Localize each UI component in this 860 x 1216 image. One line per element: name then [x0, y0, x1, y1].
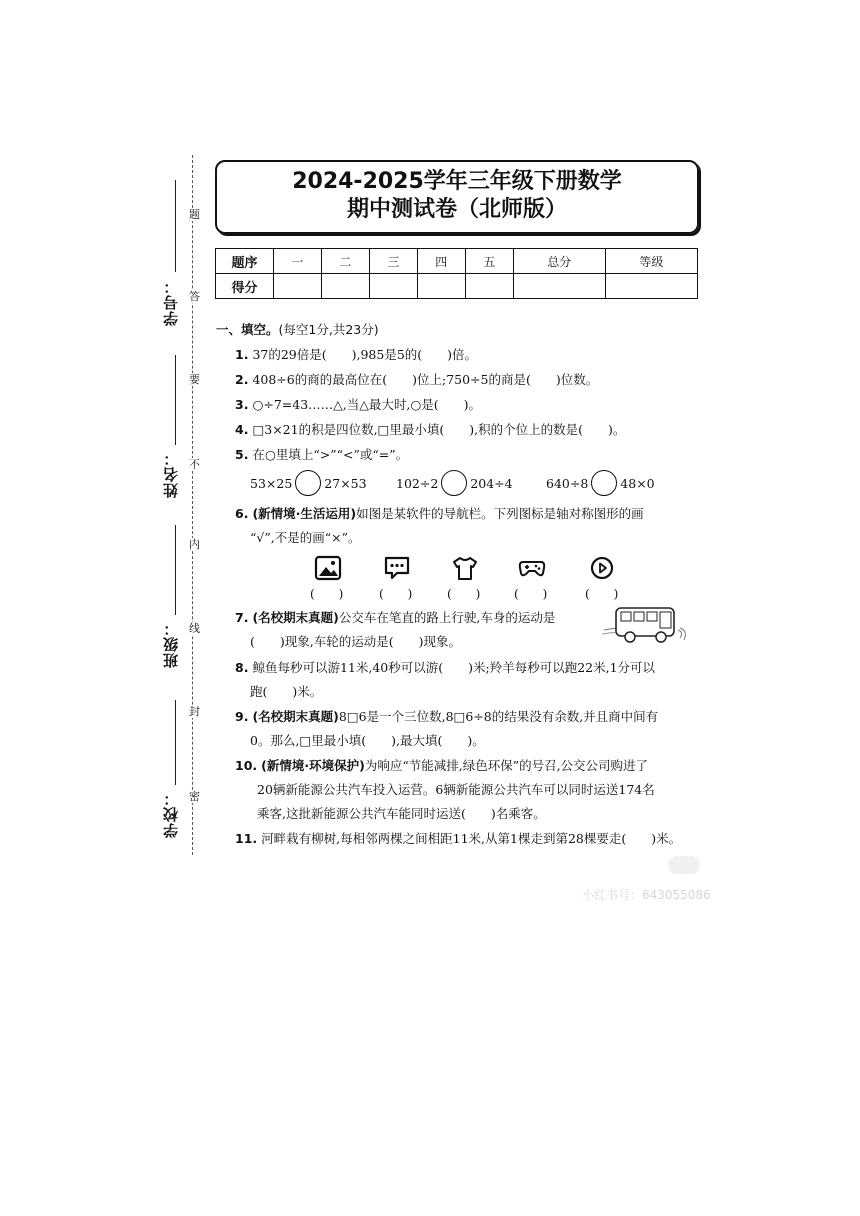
picture-icon [314, 555, 342, 581]
compare-item [250, 470, 367, 496]
student-id-label: 学号： [162, 278, 180, 326]
question-6-cont: “√”,不是的画“×”。 [250, 530, 361, 545]
question-11 [235, 830, 681, 848]
question-6 [235, 505, 644, 523]
table-cell: 题序 [216, 249, 274, 274]
answer-paren[interactable]: ( ) [514, 587, 548, 601]
question-10-cont: 乘客,这批新能源公共汽车能同时运送( )名乘客。 [257, 806, 546, 821]
table-cell: 得分 [216, 274, 274, 299]
question-5 [235, 446, 408, 464]
question-10 [235, 757, 648, 775]
table-cell: 二 [321, 249, 369, 274]
answer-paren[interactable]: ( ) [379, 587, 413, 601]
question-text: 408÷6的商的最高位在( )位上;750÷5的商是( )位数。 [252, 372, 599, 387]
answer-paren[interactable]: ( ) [447, 587, 481, 601]
question-text: 公交车在笔直的路上行驶,车身的运动是 [338, 610, 556, 625]
score-cell[interactable] [321, 274, 369, 299]
answer-circle[interactable] [295, 470, 321, 496]
score-cell[interactable] [605, 274, 697, 299]
binding-dashed-line [192, 155, 193, 855]
watermark-text: 小红书号：643055086 [582, 888, 711, 902]
table-cell: 五 [465, 249, 513, 274]
table-cell: 等级 [605, 249, 697, 274]
table-cell: 三 [369, 249, 417, 274]
score-cell[interactable] [465, 274, 513, 299]
question-4 [235, 421, 625, 439]
seal-char: 密 [189, 790, 200, 803]
question-tag: (新情境·环境保护) [261, 758, 365, 773]
question-1 [235, 346, 477, 364]
seal-char: 不 [189, 458, 200, 471]
exam-title-box [215, 160, 699, 234]
question-text: 37的29倍是( ),985是5的( )倍。 [252, 347, 478, 362]
score-cell[interactable] [513, 274, 605, 299]
table-cell: 一 [274, 249, 322, 274]
name-label: 姓名： [162, 450, 180, 498]
score-cell[interactable] [369, 274, 417, 299]
question-10-cont: 20辆新能源公共汽车投入运营。6辆新能源公共汽车可以同时运送174名 [257, 782, 655, 797]
school-label: 学校： [162, 790, 180, 838]
question-tag: (名校期末真题) [252, 610, 339, 625]
seal-char: 封 [189, 705, 200, 718]
seal-char: 线 [189, 622, 200, 635]
question-number: 11. [235, 831, 258, 846]
score-cell[interactable] [417, 274, 465, 299]
table-cell: 四 [417, 249, 465, 274]
school-line[interactable] [175, 700, 176, 785]
table-cell: 总分 [513, 249, 605, 274]
question-2 [235, 371, 598, 389]
question-tag: (名校期末真题) [252, 709, 339, 724]
question-text: 为响应“节能减排,绿色环保”的号召,公交公司购进了 [364, 758, 649, 773]
question-text: 如图是某软件的导航栏。下列图标是轴对称图形的画 [356, 506, 644, 521]
question-text: 8□6是一个三位数,8□6÷8的结果没有余数,并且商中间有 [338, 709, 659, 724]
tshirt-icon [451, 555, 479, 581]
compare-left: 640÷8 [546, 475, 589, 491]
question-text: ○÷7=43……△,当△最大时,○是( )。 [252, 397, 481, 412]
question-7 [235, 609, 555, 627]
question-9 [235, 708, 658, 726]
compare-right: 48×0 [620, 475, 655, 491]
compare-right: 204÷4 [470, 475, 513, 491]
question-9-cont: 0。那么,□里最小填( ),最大填( )。 [250, 733, 485, 748]
section-title: 一、填空。 [216, 322, 279, 337]
seal-char: 内 [189, 538, 200, 551]
score-table-score-row [216, 274, 698, 299]
gamepad-icon [518, 555, 546, 581]
answer-paren[interactable]: ( ) [310, 587, 344, 601]
question-7-cont: ( )现象,车轮的运动是( )现象。 [250, 634, 461, 649]
question-8 [235, 659, 655, 677]
question-3 [235, 396, 481, 414]
seal-char: 题 [189, 208, 200, 221]
class-line[interactable] [175, 525, 176, 615]
answer-circle[interactable] [441, 470, 467, 496]
chat-bubble-icon [383, 555, 411, 581]
score-table-header-row [216, 249, 698, 274]
question-number: 10. [235, 758, 258, 773]
compare-item [546, 470, 655, 496]
answer-circle[interactable] [591, 470, 617, 496]
question-number: 1. [235, 347, 249, 362]
question-number: 6. [235, 506, 249, 521]
play-icon [589, 555, 617, 581]
compare-right: 27×53 [324, 475, 367, 491]
question-number: 8. [235, 660, 249, 675]
exam-title-line2: 期中测试卷（北师版） [346, 197, 567, 222]
compare-left: 53×25 [250, 475, 293, 491]
seal-char: 答 [189, 290, 200, 303]
question-text: 鲸鱼每秒可以游11米,40秒可以游( )米;羚羊每秒可以跑22米,1分可以 [252, 660, 656, 675]
score-cell[interactable] [274, 274, 322, 299]
question-number: 9. [235, 709, 249, 724]
question-number: 4. [235, 422, 249, 437]
bus-icon [600, 600, 690, 648]
question-8-cont: 跑( )米。 [250, 684, 323, 699]
class-label: 班级： [162, 620, 180, 668]
question-number: 3. [235, 397, 249, 412]
score-table [215, 248, 698, 299]
question-number: 2. [235, 372, 249, 387]
exam-title-line1: 2024-2025学年三年级下册数学 [292, 169, 622, 194]
question-text: 在○里填上“>”“<”或“=”。 [252, 447, 409, 462]
answer-paren[interactable]: ( ) [585, 587, 619, 601]
name-line[interactable] [175, 355, 176, 445]
student-id-line[interactable] [175, 180, 176, 272]
question-text: □3×21的积是四位数,□里最小填( ),积的个位上的数是( )。 [252, 422, 626, 437]
question-tag: (新情境·生活运用) [252, 506, 357, 521]
seal-char: 要 [189, 373, 200, 386]
question-number: 5. [235, 447, 249, 462]
watermark-logo [668, 856, 700, 874]
section-heading [216, 320, 379, 338]
compare-item [396, 470, 513, 496]
question-text: 河畔栽有柳树,每相邻两棵之间相距11米,从第1棵走到第28棵要走( )米。 [261, 831, 682, 846]
section-note: (每空1分,共23分) [278, 322, 379, 337]
compare-left: 102÷2 [396, 475, 439, 491]
question-number: 7. [235, 610, 249, 625]
